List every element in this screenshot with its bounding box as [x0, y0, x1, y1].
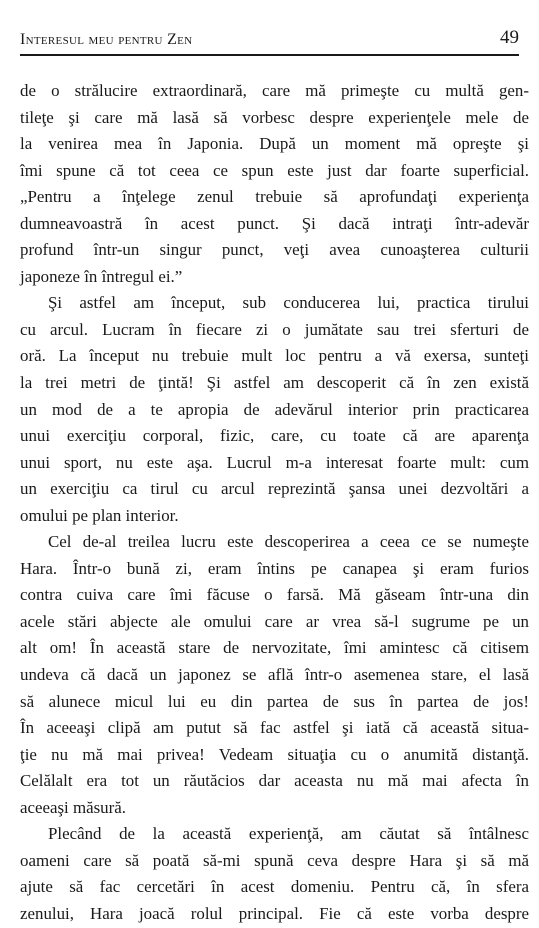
text-line: un mod de a te apropia de adevărul interior prin practicarea — [20, 399, 529, 419]
text-line: Plecând de la această experienţă, am căutat să întâlnesc — [48, 824, 529, 844]
text-line: tileţe şi care mă lasă să vorbesc despre experienţele mele de — [20, 107, 529, 127]
text-line: unui exerciţiu corporal, fizic, care, cu toate că are aparenţa — [20, 426, 529, 446]
text-line: îmi spune că tot ceea ce spun este just dar foarte superficial. — [20, 160, 529, 180]
text-line: oră. La început nu trebuie mult loc pentru a vă exersa, sunteţi — [20, 346, 529, 366]
chapter-title: Interesul meu pentru Zen — [20, 31, 193, 48]
text-line: contra cuiva care îmi făcuse o farsă. Mă găseam într-una din — [20, 585, 529, 605]
running-header — [20, 24, 519, 56]
text-line: ajute să fac cercetări în acest domeniu. Pentru că, în sfera — [20, 877, 529, 897]
text-line: Hara. Într-o bună zi, eram întins pe canapea şi eram furios — [20, 558, 529, 578]
text-line: omului pe plan interior. — [20, 505, 179, 525]
text-line: Şi astfel am început, sub conducerea lui, practica tirului — [48, 293, 529, 313]
text-line: În aceeaşi clipă am putut să fac astfel şi iată că această situa- — [20, 718, 529, 738]
text-line: dumneavoastră în acest punct. Şi dacă intraţi într-adevăr — [20, 213, 529, 233]
text-line: de o strălucire extraordinară, care mă primeşte cu multă gen- — [20, 81, 529, 100]
text-line: alt om! În această stare de nervozitate, îmi amintesc că citisem — [20, 638, 529, 658]
text-line: zenului, Hara joacă rolul principal. Fie că este vorba despre — [20, 903, 529, 923]
paragraph — [20, 821, 529, 927]
text-line: „Pentru a înţelege zenul trebuie să aprofundaţi experienţa — [20, 187, 529, 207]
text-line: la venirea mea în Japonia. După un moment mă opreşte şi — [20, 134, 529, 154]
text-line: acele stări abjecte ale omului care ar vrea să-l sugrume pe un — [20, 611, 529, 631]
text-line: oameni care să poată să-mi spună ceva despre Hara şi să mă — [20, 850, 529, 870]
text-line: un exerciţiu ca tirul cu arcul reprezintă şansa unei dezvoltări a — [20, 479, 529, 499]
text-line: Celălalt era tot un răutăcios dar aceasta nu mă mai afecta în — [20, 771, 529, 791]
text-line: ţie nu mă mai privea! Vedeam situaţia cu o anumită distanţă. — [20, 744, 529, 764]
paragraph — [20, 529, 529, 821]
text-line: la trei metri de ţintă! Şi astfel am descoperit că în zen există — [20, 373, 529, 393]
body-text — [20, 78, 529, 928]
text-line: Cel de-al treilea lucru este descoperirea a ceea ce se numeşte — [48, 532, 529, 552]
page-number: 49 — [500, 27, 519, 48]
text-line: undeva că dacă un japonez se află într-o asemenea stare, el lasă — [20, 665, 529, 685]
text-line: profund într-un singur punct, veţi avea cunoaşterea culturii — [20, 240, 529, 260]
paragraph — [20, 78, 529, 290]
text-line: să alunece micul lui eu din partea de sus în partea de jos! — [20, 691, 529, 711]
text-line: cu arcul. Lucram în fiecare zi o jumătate sau trei sferturi de — [20, 319, 529, 339]
text-line: aceeaşi măsură. — [20, 797, 126, 817]
text-line: unui sport, nu este aşa. Lucrul m-a interesat foarte mult: cum — [20, 452, 529, 472]
paragraph — [20, 290, 529, 529]
text-line: japoneze în întregul ei.” — [20, 266, 183, 286]
